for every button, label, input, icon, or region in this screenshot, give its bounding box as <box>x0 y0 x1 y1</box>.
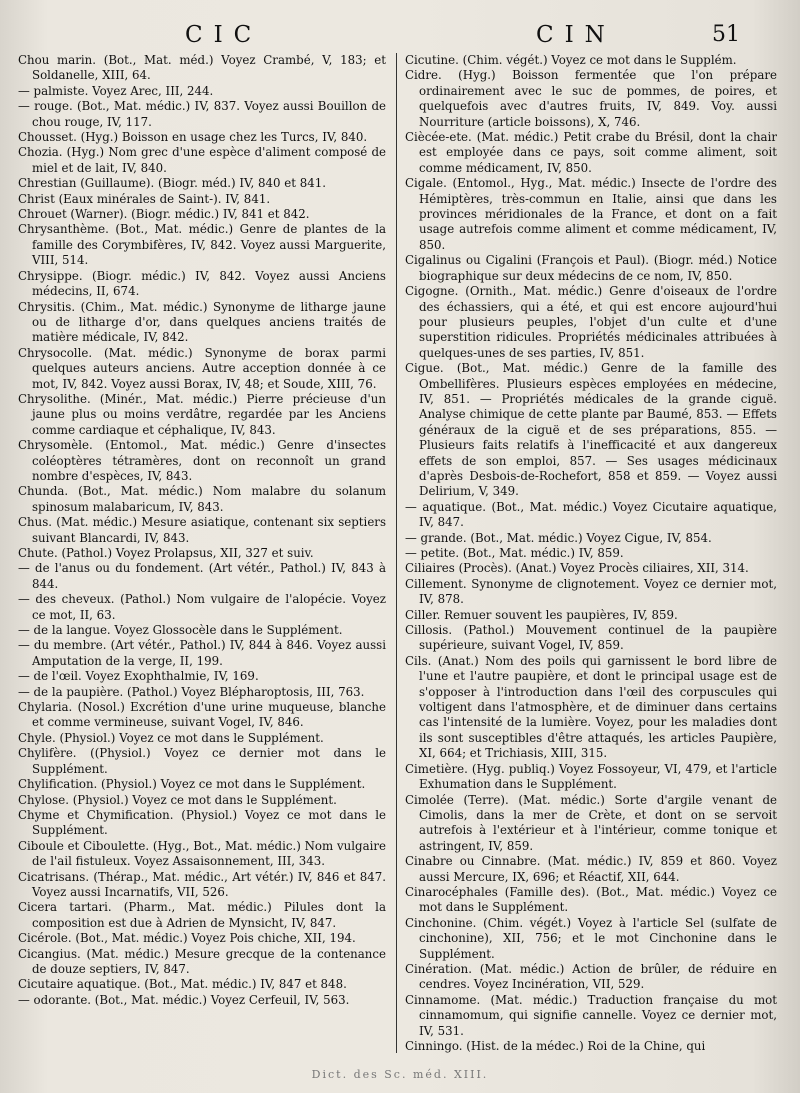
index-entry: — petite. (Bot., Mat. médic.) IV, 859. <box>405 546 624 560</box>
left-column <box>18 53 386 1093</box>
index-entry: Chrysitis. (Chim., Mat. médic.) Synonyme de litharge jaune ou de litharge d'or, dans quelques anciens traités de matière médicale, IV, 842. <box>18 299 386 345</box>
index-entry: Chozia. (Hyg.) Nom grec d'une espèce d'aliment composé de miel et de lait, IV, 840. <box>18 145 386 175</box>
index-entry: — grande. (Bot., Mat. médic.) Voyez Cigue, IV, 854. <box>405 530 712 545</box>
right-column <box>405 53 777 1093</box>
index-entry: Ciller. Remuer souvent les paupières, IV, 859. <box>405 607 678 622</box>
index-entry: Chrysanthème. (Bot., Mat. médic.) Genre de plantes de la famille des Corymbifères, IV, 842. Voyez aussi Marguerite, VIII, 514. <box>18 222 386 268</box>
index-entry: Chou marin. (Bot., Mat. méd.) Voyez Crambé, V, 183; et Soldanelle, XIII, 64. <box>18 53 386 83</box>
index-entry: Cimetière. (Hyg. publiq.) Voyez Fossoyeur, VI, 479, et l'article Exhumation dans le Supplément. <box>405 761 777 792</box>
index-entry: — rouge. (Bot., Mat. médic.) IV, 837. Voyez aussi Bouillon de chou rouge, IV, 117. <box>18 99 386 129</box>
index-entry: — odorante. (Bot., Mat. médic.) Voyez Cerfeuil, IV, 563. <box>18 992 350 1007</box>
index-entry: — de la paupière. (Pathol.) Voyez Blépharoptosis, III, 763. <box>18 684 365 699</box>
index-entry: — aquatique. (Bot., Mat. médic.) Voyez Cicutaire aquatique, IV, 847. <box>405 499 777 530</box>
page-number: 51 <box>712 22 740 47</box>
index-entry: Chousset. (Hyg.) Boisson en usage chez les Turcs, IV, 840. <box>18 130 368 145</box>
index-entry: — des cheveux. (Pathol.) Nom vulgaire de l'alopécie. Voyez ce mot, II, 63. <box>18 592 386 622</box>
index-entry: Cinningo. (Hist. de la médec.) Roi de la Chine, qui <box>405 1039 706 1053</box>
index-entry: Cigale. (Entomol., Hyg., Mat. médic.) Insecte de l'ordre des Hémiptères, très-commun en Italie, ainsi que dans les provinces méridionales de la France, et dont on a fait usage autrefois comme aliment et comme médicament, IV, 850. <box>405 176 777 252</box>
header-right-letters: CIN <box>536 22 616 48</box>
index-entry: Cigue. (Bot., Mat. médic.) Genre de la famille des Ombellifères. Plusieurs espèces employées en médecine, IV, 851. — Propriétés médicales de la grande ciguë. Analyse chimique de cette plante par Baumé, 853. — Effets généraux de la ciguë et de ses préparations, 855. — Plusieurs faits relatifs à l'inefficacité et aux dangereux effets de son emploi, 857. — Ses usages médicinaux d'après Desbois-de-Rochefort, 858 et 859. — Voyez aussi Delirium, V, 349. <box>405 361 777 499</box>
index-entry: Cicera tartari. (Pharm., Mat. médic.) Pilules dont la composition est due à Adrien de Mynsicht, IV, 847. <box>18 900 386 930</box>
index-entry: Chus. (Mat. médic.) Mesure asiatique, contenant six septiers suivant Blancardi, IV, 843. <box>18 515 386 545</box>
page-footer: Dict. des Sc. méd. XIII. <box>311 1068 489 1081</box>
index-entry: — du membre. (Art vétér., Pathol.) IV, 844 à 846. Voyez aussi Amputation de la verge, II, 199. <box>18 638 386 668</box>
index-entry: Cidre. (Hyg.) Boisson fermentée que l'on prépare ordinairement avec le suc de pommes, de poires, et quelquefois avec d'autres fruits, IV, 849. Voy. aussi Nourriture (article boissons), X, 746. <box>405 68 777 129</box>
index-entry: Cicérole. (Bot., Mat. médic.) Voyez Pois chiche, XII, 194. <box>18 931 356 946</box>
index-entry: — de l'anus ou du fondement. (Art vétér., Pathol.) IV, 843 à 844. <box>18 561 386 591</box>
index-entry: Ciècée-ete. (Mat. médic.) Petit crabe du Brésil, dont la chair est employée dans ce pays, soit comme aliment, soit comme médicament, IV, 850. <box>405 130 777 175</box>
index-entry: Cillement. Synonyme de clignotement. Voyez ce dernier mot, IV, 878. <box>405 576 777 607</box>
index-entry: Cinnamome. (Mat. médic.) Traduction française du mot cinnamomum, qui signifie cannelle. Voyez ce dernier mot, IV, 531. <box>405 992 777 1038</box>
index-entry: Chunda. (Bot., Mat. médic.) Nom malabre du solanum spinosum malabaricum, IV, 843. <box>18 484 386 514</box>
index-entry: Cinération. (Mat. médic.) Action de brûler, de réduire en cendres. Voyez Incinération, VII, 529. <box>405 961 777 992</box>
index-entry: Christ (Eaux minérales de Saint-). IV, 841. <box>18 191 271 206</box>
running-header <box>0 22 800 52</box>
index-entry: Cinarocéphales (Famille des). (Bot., Mat. médic.) Voyez ce mot dans le Supplément. <box>405 884 777 915</box>
index-entry: — palmiste. Voyez Arec, III, 244. <box>18 83 214 98</box>
index-entry: Cigogne. (Ornith., Mat. médic.) Genre d'oiseaux de l'ordre des échassiers, qui a été, et qui est encore aujourd'hui pour plusieurs peuples, l'objet d'un culte et d'une superstition ridicules. Propriétés médicinales attribuées à quelques-unes de ses parties, IV, 851. <box>405 284 777 360</box>
index-entry: Chrysippe. (Biogr. médic.) IV, 842. Voyez aussi Anciens médecins, II, 674. <box>18 268 386 299</box>
header-left-letters: CIC <box>185 22 263 48</box>
column-divider <box>396 53 397 1053</box>
index-entry: Cicutaire aquatique. (Bot., Mat. médic.) IV, 847 et 848. <box>18 977 347 992</box>
index-entry: — de la langue. Voyez Glossocèle dans le Supplément. <box>18 623 343 638</box>
index-entry: Chrysolithe. (Minér., Mat. médic.) Pierre précieuse d'un jaune plus ou moins verdâtre, regardée par les Anciens comme cardiaque et céphalique, IV, 843. <box>18 391 386 437</box>
index-entry: Cicutine. (Chim. végét.) Voyez ce mot dans le Supplém. <box>405 53 737 67</box>
index-entry: Cicangius. (Mat. médic.) Mesure grecque de la contenance de douze septiers, IV, 847. <box>18 946 386 976</box>
index-entry: Chute. (Pathol.) Voyez Prolapsus, XII, 327 et suiv. <box>18 546 314 560</box>
index-entry: Cicatrisans. (Thérap., Mat. médic., Art vétér.) IV, 846 et 847. Voyez aussi Incarnatifs, VII, 526. <box>18 869 386 899</box>
index-entry: Chrysomèle. (Entomol., Mat. médic.) Genre d'insectes coléoptères tétramères, dont on reconnoît un grand nombre d'espèces, IV, 843. <box>18 438 386 483</box>
index-entry: Chylose. (Physiol.) Voyez ce mot dans le Supplément. <box>18 792 337 807</box>
index-entry: Cinchonine. (Chim. végét.) Voyez à l'article Sel (sulfate de cinchonine), XII, 756; et le mot Cinchonine dans le Supplément. <box>405 915 777 961</box>
index-entry: Chyme et Chymification. (Physiol.) Voyez ce mot dans le Supplément. <box>18 807 386 838</box>
index-entry: Chylifère. ((Physiol.) Voyez ce dernier mot dans le Supplément. <box>18 746 386 776</box>
index-entry: Cils. (Anat.) Nom des poils qui garnissent le bord libre de l'une et l'autre paupière, et dont le principal usage est de s'opposer à l'introduction dans l'œil des corpuscules qui voltigent dans l'atmosphère, et de diminuer dans certains cas l'intensité de la lumière. Voyez, pour les maladies dont ils sont susceptibles d'être attaqués, les articles Paupière, XI, 664; et Trichiasis, XIII, 315. <box>405 653 777 761</box>
index-entry: Chrouet (Warner). (Biogr. médic.) IV, 841 et 842. <box>18 207 310 222</box>
index-entry: Cimolée (Terre). (Mat. médic.) Sorte d'argile venant de Cimolis, dans la mer de Crète, et dont on se servoit autrefois à l'extérieur et à l'intérieur, comme tonique et astringent, IV, 859. <box>405 792 777 853</box>
index-entry: Chrysocolle. (Mat. médic.) Synonyme de borax parmi quelques auteurs anciens. Autre acception donnée à ce mot, IV, 842. Voyez aussi Borax, IV, 48; et Soude, XIII, 76. <box>18 345 386 391</box>
index-entry: Chylaria. (Nosol.) Excrétion d'une urine muqueuse, blanche et comme vermineuse, suivant Vogel, IV, 846. <box>18 700 386 730</box>
index-entry: Cillosis. (Pathol.) Mouvement continuel de la paupière supérieure, suivant Vogel, IV, 859. <box>405 623 777 653</box>
index-entry: Cigalinus ou Cigalini (François et Paul). (Biogr. méd.) Notice biographique sur deux médecins de ce nom, IV, 850. <box>405 253 777 283</box>
index-entry: Chylification. (Physiol.) Voyez ce mot dans le Supplément. <box>18 777 366 792</box>
index-entry: Ciboule et Ciboulette. (Hyg., Bot., Mat. médic.) Nom vulgaire de l'ail fistuleux. Voyez Assaisonnement, III, 343. <box>18 838 386 869</box>
index-entry: Chrestian (Guillaume). (Biogr. méd.) IV, 840 et 841. <box>18 176 327 191</box>
index-entry: Ciliaires (Procès). (Anat.) Voyez Procès ciliaires, XII, 314. <box>405 561 749 576</box>
index-entry: Cinabre ou Cinnabre. (Mat. médic.) IV, 859 et 860. Voyez aussi Mercure, IX, 696; et Réactif, XII, 644. <box>405 854 777 884</box>
index-entry: — de l'œil. Voyez Exophthalmie, IV, 169. <box>18 669 259 684</box>
index-entry: Chyle. (Physiol.) Voyez ce mot dans le Supplément. <box>18 730 324 745</box>
